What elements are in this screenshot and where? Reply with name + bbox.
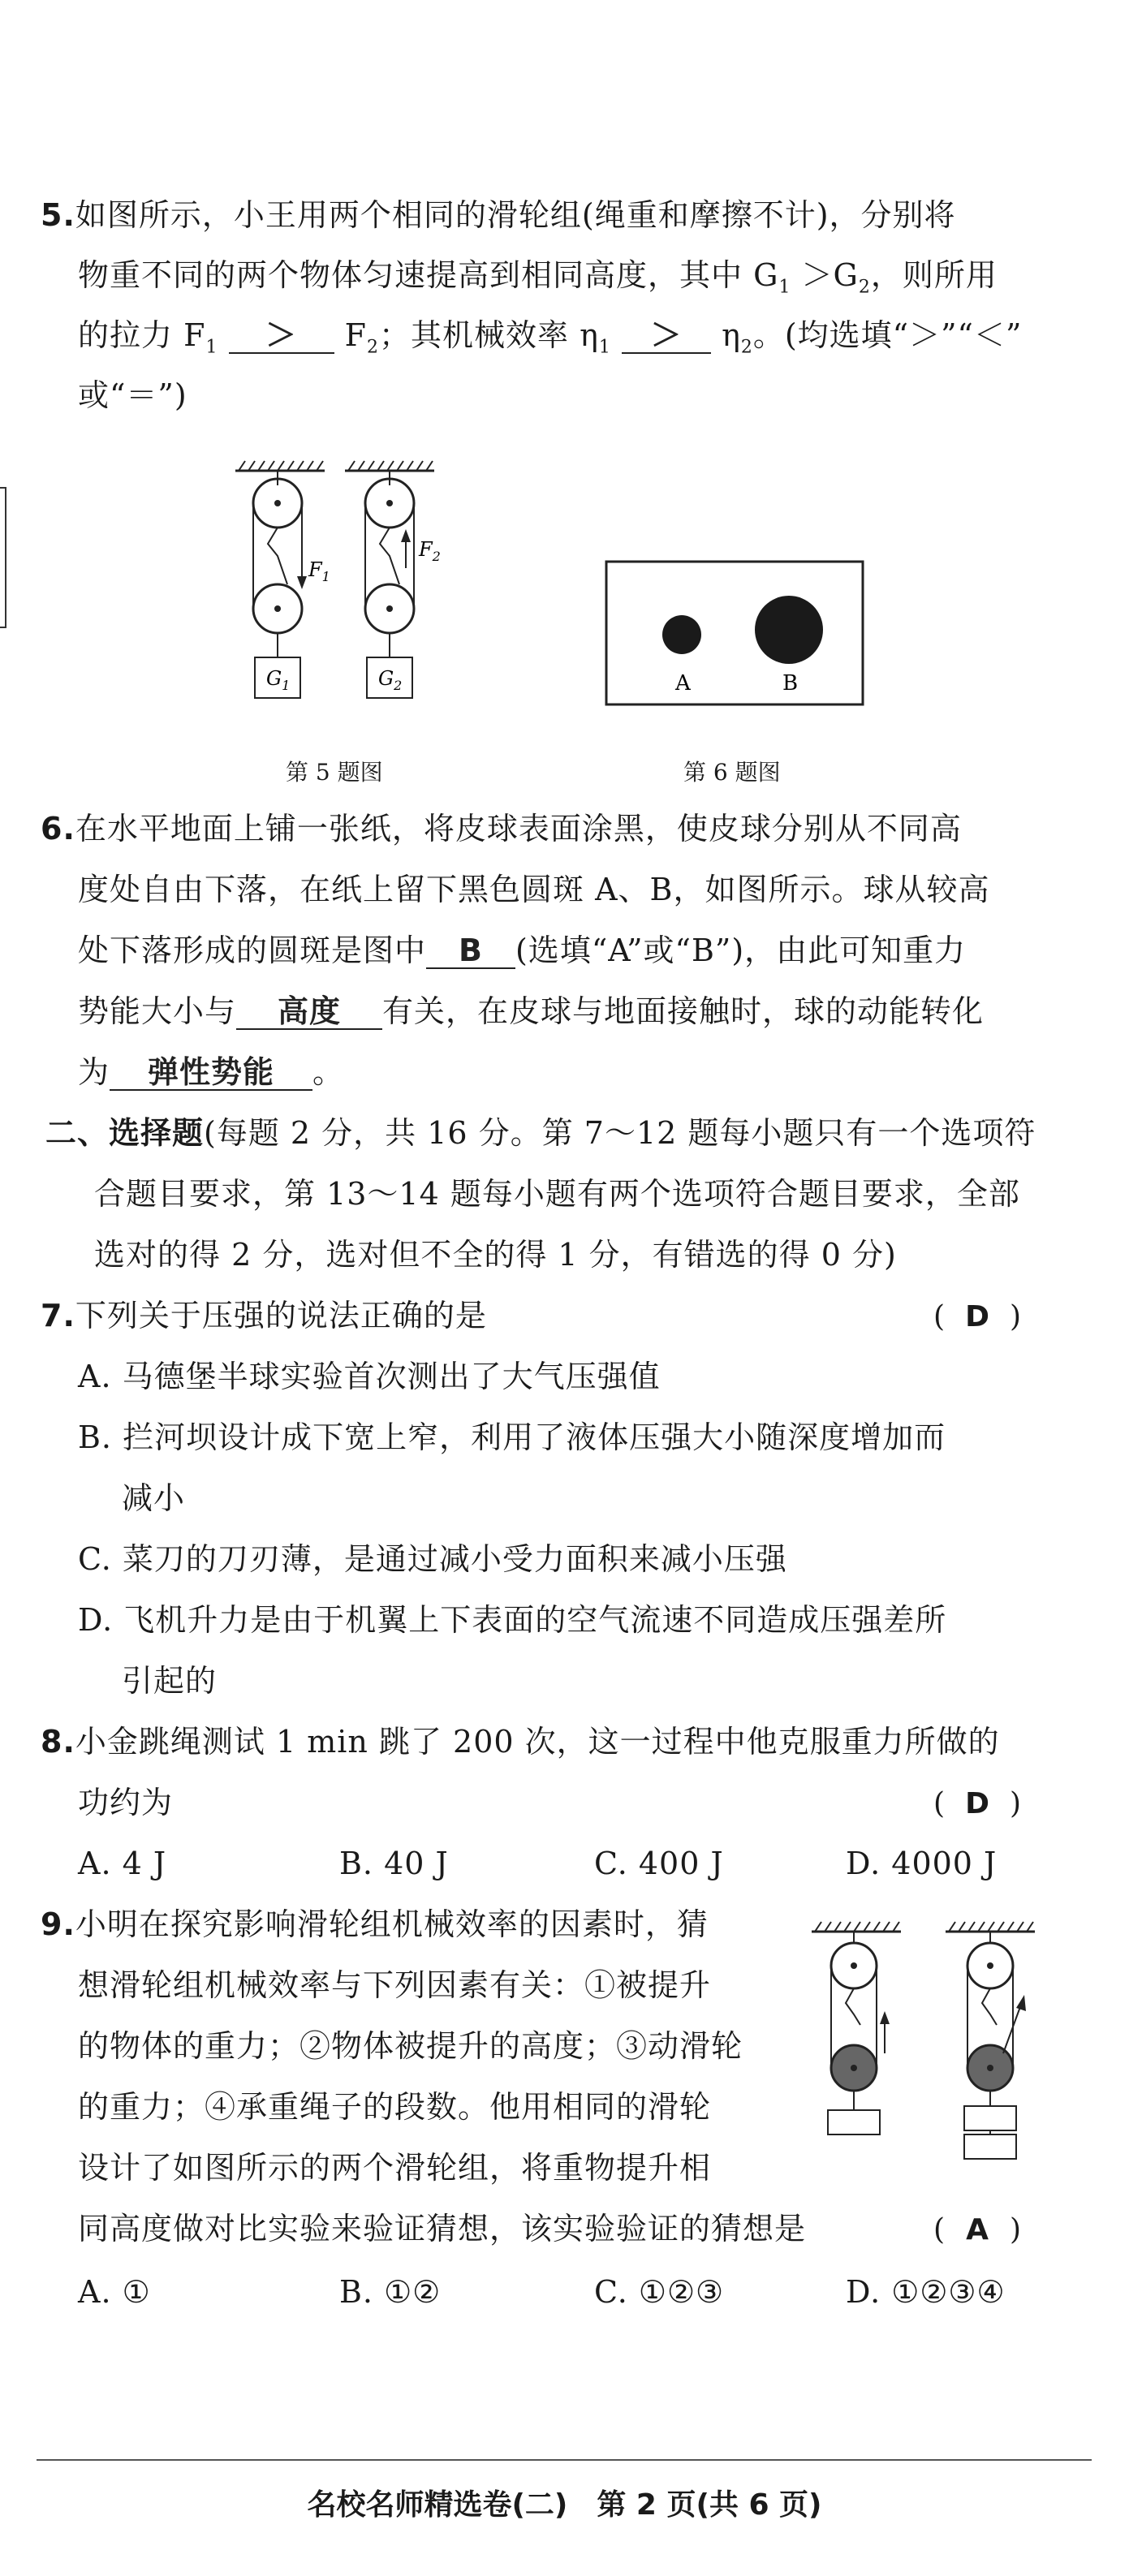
q6-line2: 度处自由下落，在纸上留下黑色圆斑 A、B，如图所示。球从较高: [78, 872, 990, 907]
q7-option-b-cont: 减小: [122, 1480, 186, 1516]
q9-line4: 的重力；④承重绳子的段数。他用相同的滑轮: [78, 2089, 712, 2125]
q8-option-c: C. 400 J: [594, 1846, 724, 1881]
q8-line2: 功约为: [78, 1785, 174, 1820]
q8-line1: 8.小金跳绳测试 1 min 跳了 200 次，这一过程中他克服重力所做的: [41, 1724, 1000, 1760]
q9-option-d: D. ①②③④: [846, 2274, 1006, 2310]
q6-line5: 为 弹性势能 。: [78, 1054, 345, 1090]
q6-line3: 处下落形成的圆斑是图中 B (选填“A”或“B”)，由此可知重力: [78, 933, 967, 968]
q9-pulley-figure: [804, 1915, 1047, 2167]
q6-label-b: B: [782, 671, 799, 696]
q7-option-d: D. 飞机升力是由于机翼上下表面的空气流速不同造成压强差所: [78, 1602, 947, 1638]
footer-divider: [37, 2459, 1092, 2461]
q6-figure-caption: 第 6 题图: [683, 759, 781, 786]
q7-option-d-cont: 引起的: [122, 1663, 218, 1699]
q6-label-a: A: [675, 671, 691, 696]
q6-answer-blank-2: 高度: [236, 996, 382, 1030]
q9-option-c: C. ①②③: [594, 2274, 725, 2310]
q5-answer-blank-1: ＞: [229, 320, 334, 354]
q5-line4: 或“＝”): [78, 377, 187, 413]
q9-line2: 想滑轮组机械效率与下列因素有关：①被提升: [78, 1967, 712, 2003]
q5-figure-caption: 第 5 题图: [286, 759, 383, 786]
q9-line5: 设计了如图所示的两个滑轮组，将重物提升相: [78, 2150, 712, 2186]
q7-option-b: B. 拦河坝设计成下宽上窄，利用了液体压强大小随深度增加而: [78, 1419, 946, 1455]
q5-line2: 物重不同的两个物体匀速提高到相同高度，其中 $G_1 >G_2$，则所用: [78, 257, 998, 298]
q9-answer-paren: ( A ): [933, 2213, 1022, 2246]
q7-option-a: A. 马德堡半球实验首次测出了大气压强值: [78, 1359, 661, 1394]
q6-answer-blank-1: B: [426, 935, 515, 969]
section2-line3: 选对的得 2 分，选对但不全的得 1 分，有错选的得 0 分): [94, 1237, 897, 1273]
q5-answer-blank-2: ＞: [622, 320, 711, 354]
q6-spots-figure: [605, 560, 864, 706]
page-footer: 名校名师精选卷(二) 第 2 页(共 6 页): [307, 2488, 822, 2522]
section2-header: 二、选择题(每题 2 分，共 16 分。第 7～12 题每小题只有一个选项符: [45, 1115, 1036, 1151]
q9-line6: 同高度做对比实验来验证猜想，该实验验证的猜想是: [78, 2211, 807, 2246]
q8-option-d: D. 4000 J: [846, 1846, 998, 1881]
q5-line3: 的拉力 $F_1 > F_2$；其机械效率 $\eta_1 > \eta_2$。(均选填“＞”“＜”: [78, 317, 1023, 358]
q9-option-b: B. ①②: [339, 2274, 442, 2310]
q5-pulley-figure: [227, 454, 455, 722]
q5-label-G1: $G_1$: [266, 667, 291, 693]
q7-option-c: C. 菜刀的刀刃薄，是通过减小受力面积来减小压强: [78, 1541, 787, 1577]
q5-label-G2: $G_2$: [378, 667, 403, 693]
q5-label-F1: $F_1$: [308, 558, 330, 584]
q8-option-a: A. 4 J: [78, 1846, 167, 1881]
q7-stem: 7.下列关于压强的说法正确的是: [41, 1298, 487, 1333]
q9-line3: 的物体的重力；②物体被提升的高度；③动滑轮: [78, 2028, 743, 2064]
q9-line1: 9.小明在探究影响滑轮组机械效率的因素时，猜: [41, 1906, 709, 1942]
q5-line1: 5.如图所示，小王用两个相同的滑轮组(绳重和摩擦不计)，分别将: [41, 197, 956, 233]
binding-edge-mark: [0, 487, 6, 628]
q8-option-b: B. 40 J: [339, 1846, 449, 1881]
q6-answer-blank-3: 弹性势能: [110, 1057, 312, 1091]
q6-line1: 6.在水平地面上铺一张纸，将皮球表面涂黑，使皮球分别从不同高: [41, 811, 962, 846]
q8-answer-paren: ( D ): [933, 1787, 1022, 1820]
q9-option-a: A. ①: [78, 2274, 151, 2310]
q7-answer-paren: ( D ): [933, 1300, 1022, 1333]
q6-line4: 势能大小与 高度 有关，在皮球与地面接触时，球的动能转化: [78, 993, 985, 1029]
section2-line2: 合题目要求，第 13～14 题每小题有两个选项符合题目要求，全部: [94, 1176, 1020, 1212]
q5-label-F2: $F_2$: [419, 538, 441, 564]
